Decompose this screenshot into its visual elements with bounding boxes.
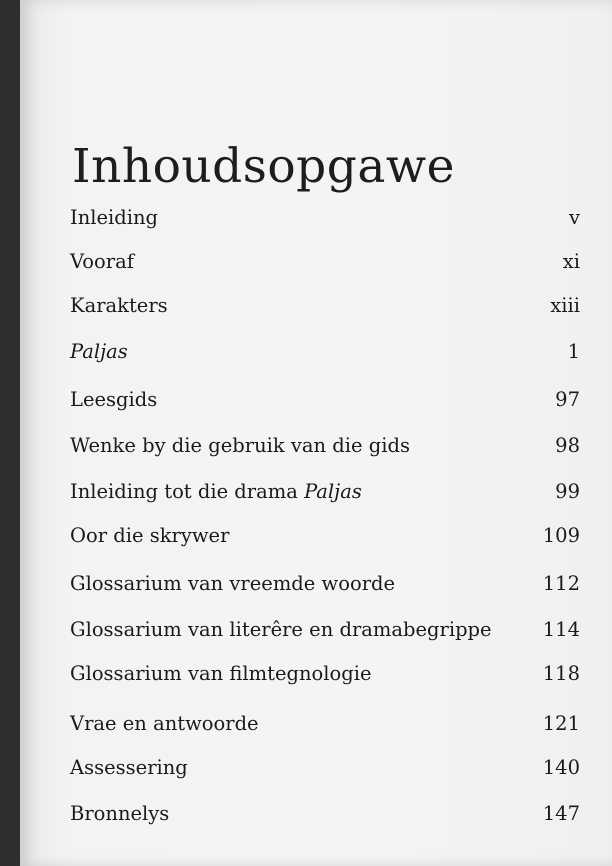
- toc-entry-title-text: Karakters: [70, 294, 168, 317]
- toc-entry: [70, 250, 580, 280]
- toc-entry: [70, 524, 580, 554]
- toc-entry-title: [70, 340, 128, 363]
- toc-entry: [70, 340, 580, 370]
- toc-entry: [70, 802, 580, 832]
- toc-entry-page-number: 99: [555, 480, 580, 503]
- toc-entry: [70, 572, 580, 602]
- toc-entry-title: [70, 294, 168, 317]
- toc-entry: [70, 662, 580, 692]
- toc-entry-title: [70, 802, 169, 825]
- toc-entry-title-text: Glossarium van literêre en dramabegrippe: [70, 618, 492, 641]
- toc-entry-title: [70, 388, 157, 411]
- toc-entry-page-number: 140: [542, 756, 580, 779]
- toc-entry-page-number: xi: [562, 250, 580, 273]
- toc-entry-page-number: 97: [555, 388, 580, 411]
- toc-entry-title: [70, 756, 188, 779]
- page-title: Inhoudsopgawe: [72, 139, 455, 195]
- toc-entry-title-text: Assessering: [70, 756, 188, 779]
- toc-entry: [70, 712, 580, 742]
- toc-entry: [70, 294, 580, 324]
- toc-entry-title-text: Inleiding: [70, 206, 159, 229]
- toc-entry: [70, 618, 580, 648]
- toc-entry-title-text: Leesgids: [70, 388, 158, 411]
- toc-entry-title: [70, 572, 395, 595]
- toc-entry-title: [70, 662, 372, 685]
- toc-entry: [70, 756, 580, 786]
- toc-entry-title-text: Inleiding tot die drama: [70, 480, 305, 503]
- toc-entry-title-text: Vrae en antwoorde: [70, 712, 259, 735]
- toc-entry: [70, 480, 580, 510]
- toc-entry-title: [70, 480, 362, 503]
- toc-entry: [70, 434, 580, 464]
- toc-entry-title-text: Oor die skrywer: [70, 524, 230, 547]
- toc-entry-page-number: 1: [567, 340, 580, 363]
- toc-entry-title-italic: Paljas: [304, 480, 362, 503]
- toc-entry-title: [70, 250, 134, 273]
- toc-entry-page-number: 121: [542, 712, 580, 735]
- toc-entry: [70, 206, 580, 236]
- toc-entry-page-number: 112: [542, 572, 580, 595]
- toc-entry-title-text: Wenke by die gebruik van die gids: [70, 434, 410, 457]
- toc-entry-title: [70, 206, 158, 229]
- toc-entry-page-number: xiii: [550, 294, 580, 317]
- toc-entry-title-italic: Paljas: [70, 340, 128, 363]
- toc-entry-title: [70, 712, 259, 735]
- toc-entry-page-number: 114: [542, 618, 580, 641]
- toc-entry-page-number: 109: [542, 524, 580, 547]
- toc-entry-title-text: Glossarium van vreemde woorde: [70, 572, 396, 595]
- toc-entry-title-text: Vooraf: [70, 250, 134, 273]
- toc-entry-title-text: Glossarium van filmtegnologie: [70, 662, 372, 685]
- toc-entry-page-number: 147: [542, 802, 580, 825]
- toc-entry-title: [70, 434, 410, 457]
- toc-entry-title-text: Bronnelys: [70, 802, 170, 825]
- toc-entry: [70, 388, 580, 418]
- toc-entry-page-number: 118: [542, 662, 580, 685]
- toc-entry-title: [70, 618, 492, 641]
- toc-entry-page-number: v: [568, 206, 580, 229]
- toc-entry-title: [70, 524, 229, 547]
- toc-entry-page-number: 98: [555, 434, 580, 457]
- book-page: [20, 0, 612, 866]
